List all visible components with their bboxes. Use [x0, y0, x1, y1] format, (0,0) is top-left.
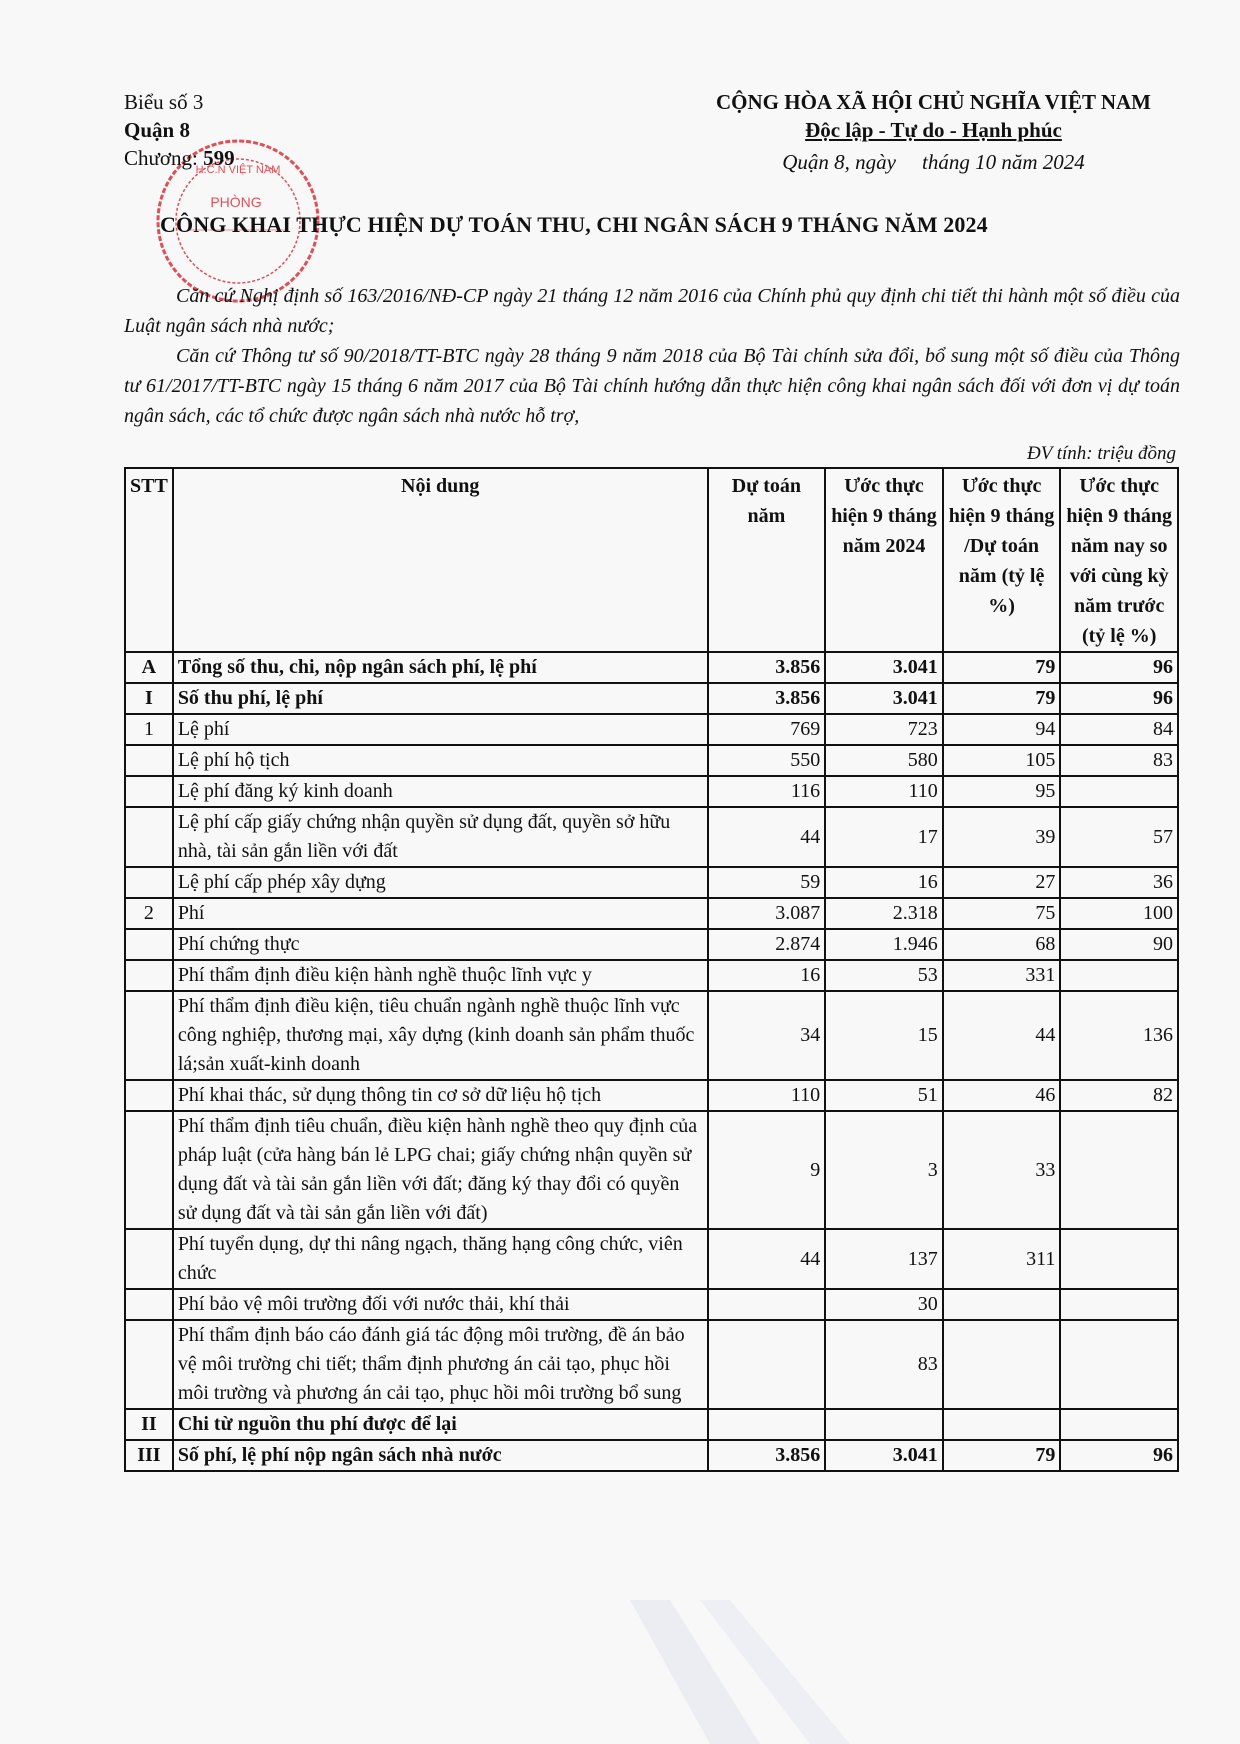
document-title: CÔNG KHAI THỰC HIỆN DỰ TOÁN THU, CHI NGÂN SÁCH 9 THÁNG NĂM 2024	[160, 212, 988, 237]
table-row	[125, 1320, 1178, 1409]
row-pct-budget: 311	[943, 1229, 1061, 1289]
row-budget	[708, 1289, 826, 1320]
row-pct-prev: 136	[1060, 991, 1178, 1080]
row-stt: II	[125, 1409, 173, 1440]
row-content: Lệ phí	[173, 714, 708, 745]
row-estimate: 3.041	[825, 683, 943, 714]
row-content: Lệ phí hộ tịch	[173, 745, 708, 776]
table-row	[125, 652, 1178, 683]
row-estimate: 3	[825, 1111, 943, 1229]
chapter-code: 599	[203, 146, 235, 170]
row-content: Lệ phí cấp phép xây dựng	[173, 867, 708, 898]
row-pct-budget: 79	[943, 683, 1061, 714]
row-content: Phí tuyển dụng, dự thi nâng ngạch, thăng hạng công chức, viên chức	[173, 1229, 708, 1289]
row-estimate: 15	[825, 991, 943, 1080]
row-pct-budget: 39	[943, 807, 1061, 867]
row-content: Phí thẩm định báo cáo đánh giá tác động môi trường, đề án bảo vệ môi trường chi tiết; thẩm định phương án cải tạo, phục hồi môi trường và phương án cải tạo, phục hồi môi trường bổ sung	[173, 1320, 708, 1409]
table-row	[125, 867, 1178, 898]
row-stt	[125, 745, 173, 776]
table-row	[125, 1409, 1178, 1440]
row-estimate: 137	[825, 1229, 943, 1289]
row-content: Số thu phí, lệ phí	[173, 683, 708, 714]
row-stt	[125, 1229, 173, 1289]
row-budget: 9	[708, 1111, 826, 1229]
row-content: Phí bảo vệ môi trường đối với nước thải, khí thải	[173, 1289, 708, 1320]
row-estimate: 51	[825, 1080, 943, 1111]
row-stt	[125, 776, 173, 807]
row-pct-budget: 79	[943, 1440, 1061, 1471]
row-pct-budget	[943, 1320, 1061, 1409]
table-body	[125, 652, 1178, 1471]
row-pct-prev	[1060, 776, 1178, 807]
row-pct-prev: 96	[1060, 683, 1178, 714]
row-pct-prev: 36	[1060, 867, 1178, 898]
row-budget: 34	[708, 991, 826, 1080]
col-header-estimate: Ước thực hiện 9 tháng năm 2024	[825, 468, 943, 652]
row-budget: 116	[708, 776, 826, 807]
district-name: Quận 8	[124, 118, 190, 142]
row-budget	[708, 1320, 826, 1409]
row-estimate: 16	[825, 867, 943, 898]
row-pct-budget: 27	[943, 867, 1061, 898]
row-pct-prev	[1060, 960, 1178, 991]
table-row	[125, 960, 1178, 991]
col-header-budget: Dự toán năm	[708, 468, 826, 652]
row-stt: III	[125, 1440, 173, 1471]
table-row	[125, 1229, 1178, 1289]
row-estimate: 110	[825, 776, 943, 807]
header-right	[686, 88, 1181, 176]
form-number: Biểu số 3	[124, 90, 204, 114]
row-pct-prev	[1060, 1111, 1178, 1229]
row-budget: 44	[708, 807, 826, 867]
row-stt: I	[125, 683, 173, 714]
table-row	[125, 1111, 1178, 1229]
row-pct-budget: 79	[943, 652, 1061, 683]
chapter-label: Chương:	[124, 146, 204, 170]
table-row	[125, 898, 1178, 929]
row-pct-budget: 94	[943, 714, 1061, 745]
row-estimate: 580	[825, 745, 943, 776]
row-estimate: 1.946	[825, 929, 943, 960]
row-estimate: 30	[825, 1289, 943, 1320]
row-content: Phí	[173, 898, 708, 929]
row-estimate: 83	[825, 1320, 943, 1409]
row-content: Phí thẩm định điều kiện hành nghề thuộc lĩnh vực y	[173, 960, 708, 991]
legal-basis-decree: Căn cứ Nghị định số 163/2016/NĐ-CP ngày 21 tháng 12 năm 2016 của Chính phủ quy định chi tiết thi hành một số điều của Luật ngân sách nhà nước;	[124, 285, 1180, 337]
row-pct-prev	[1060, 1320, 1178, 1409]
row-estimate: 3.041	[825, 1440, 943, 1471]
row-content: Lệ phí đăng ký kinh doanh	[173, 776, 708, 807]
row-pct-prev	[1060, 1409, 1178, 1440]
row-pct-prev: 57	[1060, 807, 1178, 867]
svg-text:PHÒNG: PHÒNG	[210, 194, 262, 210]
row-content: Phí chứng thực	[173, 929, 708, 960]
scan-shadow	[430, 1600, 930, 1744]
budget-table	[124, 467, 1179, 1472]
row-pct-budget: 105	[943, 745, 1061, 776]
row-stt	[125, 991, 173, 1080]
row-content: Chi từ nguồn thu phí được để lại	[173, 1409, 708, 1440]
row-stt	[125, 867, 173, 898]
row-content: Phí thẩm định tiêu chuẩn, điều kiện hành nghề theo quy định của pháp luật (cửa hàng bán lẻ LPG chai; giấy chứng nhận quyền sử dụng đất và tài sản gắn liền với đất; đăng ký thay đổi có quyền sử dụng đất và tài sản gắn liền với đất)	[173, 1111, 708, 1229]
row-budget: 3.087	[708, 898, 826, 929]
row-stt	[125, 807, 173, 867]
row-budget: 44	[708, 1229, 826, 1289]
row-estimate: 3.041	[825, 652, 943, 683]
row-pct-budget: 46	[943, 1080, 1061, 1111]
table-row	[125, 776, 1178, 807]
row-pct-budget: 95	[943, 776, 1061, 807]
row-stt	[125, 1111, 173, 1229]
row-pct-prev: 96	[1060, 652, 1178, 683]
table-row	[125, 1080, 1178, 1111]
dateline-month-year: tháng 10 năm 2024	[922, 150, 1085, 174]
col-header-pct-prev: Ước thực hiện 9 tháng năm nay so với cùng kỳ năm trước (tỷ lệ %)	[1060, 468, 1178, 652]
chapter-line	[124, 144, 235, 172]
row-stt	[125, 929, 173, 960]
row-content: Phí thẩm định điều kiện, tiêu chuẩn ngành nghề thuộc lĩnh vực công nghiệp, thương mại, xây dựng (kinh doanh sản phẩm thuốc lá;sản xuất-kinh doanh	[173, 991, 708, 1080]
nation-name: CỘNG HÒA XÃ HỘI CHỦ NGHĨA VIỆT NAM	[715, 90, 1152, 114]
legal-basis	[124, 281, 1180, 431]
row-budget: 2.874	[708, 929, 826, 960]
national-motto: Độc lập - Tự do - Hạnh phúc	[805, 118, 1062, 142]
row-stt	[125, 1080, 173, 1111]
row-pct-prev	[1060, 1229, 1178, 1289]
row-estimate: 17	[825, 807, 943, 867]
table-row	[125, 714, 1178, 745]
row-pct-prev: 96	[1060, 1440, 1178, 1471]
table-row	[125, 807, 1178, 867]
row-pct-budget: 75	[943, 898, 1061, 929]
row-budget: 550	[708, 745, 826, 776]
dateline-place: Quận 8, ngày	[782, 150, 896, 174]
row-budget: 59	[708, 867, 826, 898]
row-budget: 3.856	[708, 1440, 826, 1471]
row-budget: 769	[708, 714, 826, 745]
unit-note: ĐV tính: triệu đồng	[1026, 443, 1176, 464]
row-stt: 1	[125, 714, 173, 745]
table-row	[125, 1440, 1178, 1471]
row-pct-budget: 331	[943, 960, 1061, 991]
row-pct-budget	[943, 1289, 1061, 1320]
row-budget: 16	[708, 960, 826, 991]
row-stt	[125, 1320, 173, 1409]
row-budget: 3.856	[708, 683, 826, 714]
col-header-content: Nội dung	[173, 468, 708, 652]
row-stt	[125, 1289, 173, 1320]
row-pct-budget: 44	[943, 991, 1061, 1080]
row-stt: A	[125, 652, 173, 683]
row-estimate	[825, 1409, 943, 1440]
row-pct-budget: 33	[943, 1111, 1061, 1229]
row-budget	[708, 1409, 826, 1440]
row-content: Phí khai thác, sử dụng thông tin cơ sở dữ liệu hộ tịch	[173, 1080, 708, 1111]
col-header-pct-budget: Ước thực hiện 9 tháng /Dự toán năm (tỷ lệ %)	[943, 468, 1061, 652]
row-pct-budget: 68	[943, 929, 1061, 960]
row-pct-prev	[1060, 1289, 1178, 1320]
svg-text:H.C.N VIỆT NAM: H.C.N VIỆT NAM	[195, 164, 281, 176]
row-budget: 3.856	[708, 652, 826, 683]
table-header-row	[125, 468, 1178, 652]
row-budget: 110	[708, 1080, 826, 1111]
row-estimate: 2.318	[825, 898, 943, 929]
col-header-stt: STT	[125, 468, 173, 652]
row-pct-budget	[943, 1409, 1061, 1440]
dateline	[686, 148, 1181, 176]
header-left	[124, 88, 235, 172]
row-content: Số phí, lệ phí nộp ngân sách nhà nước	[173, 1440, 708, 1471]
table-row	[125, 683, 1178, 714]
row-stt	[125, 960, 173, 991]
row-pct-prev: 100	[1060, 898, 1178, 929]
row-pct-prev: 82	[1060, 1080, 1178, 1111]
row-content: Lệ phí cấp giấy chứng nhận quyền sử dụng đất, quyền sở hữu nhà, tài sản gắn liền với đất	[173, 807, 708, 867]
table-row	[125, 991, 1178, 1080]
table-row	[125, 1289, 1178, 1320]
row-estimate: 53	[825, 960, 943, 991]
table-row	[125, 745, 1178, 776]
row-content: Tổng số thu, chi, nộp ngân sách phí, lệ phí	[173, 652, 708, 683]
row-pct-prev: 90	[1060, 929, 1178, 960]
table-row	[125, 929, 1178, 960]
row-pct-prev: 83	[1060, 745, 1178, 776]
legal-basis-circular: Căn cứ Thông tư số 90/2018/TT-BTC ngày 28 tháng 9 năm 2018 của Bộ Tài chính sửa đổi, bổ sung một số điều của Thông tư 61/2017/TT-BTC ngày 15 tháng 6 năm 2017 của Bộ Tài chính hướng dẫn thực hiện công khai ngân sách đối với đơn vị dự toán ngân sách, các tổ chức được ngân sách nhà nước hỗ trợ,	[124, 345, 1180, 427]
row-pct-prev: 84	[1060, 714, 1178, 745]
row-estimate: 723	[825, 714, 943, 745]
row-stt: 2	[125, 898, 173, 929]
